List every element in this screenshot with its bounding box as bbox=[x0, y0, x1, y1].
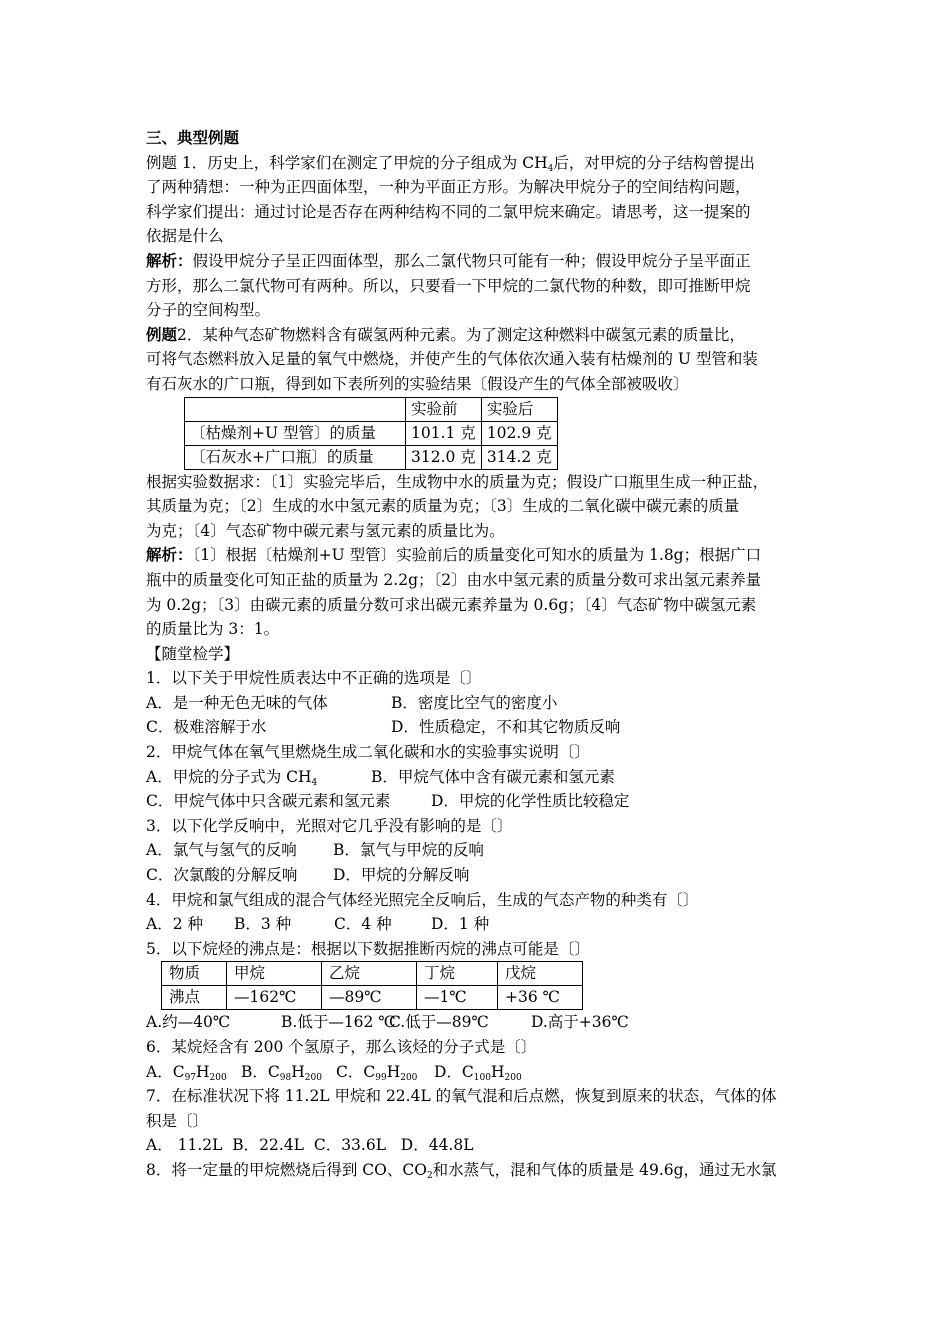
table-cell: 戊烷 bbox=[498, 962, 583, 986]
table-cell: 101.1 克 bbox=[406, 421, 482, 445]
practice6-question: 6．某烷烃含有 200 个氢原子，那么该烃的分子式是〔〕 bbox=[146, 1038, 537, 1056]
analysis1-line2: 方形，那么二氯代物可有两种。所以，只要看一下甲烷的二氯代物的种数，即可推断甲烷 bbox=[146, 276, 751, 295]
example1-line1: 例题 1．历史上，科学家们在测定了甲烷的分子组成为 $CH_4$后，对甲烷的分子结构曾提出 bbox=[146, 153, 755, 174]
practice2-question: 2．甲烷气体在氧气里燃烧生成二氧化碳和水的实验事实说明〔〕 bbox=[146, 743, 590, 762]
example2-line1: 例题2．某种气态矿物燃料含有碳氢两种元素。为了测定这种燃料中碳氢元素的质量比， bbox=[146, 324, 745, 344]
analysis2-line4: 的质量比为 3：1。 bbox=[146, 620, 280, 639]
example1-line4: 依据是什么 bbox=[146, 227, 224, 246]
practice-title: 【随堂检学】 bbox=[146, 644, 240, 663]
table-row bbox=[162, 986, 583, 1010]
practice7-line2: 积是〔〕 bbox=[146, 1111, 209, 1130]
option-d: D．$C_{100}H_{200}$ bbox=[434, 1062, 522, 1083]
analysis1-line1: 解析：假设甲烷分子呈正四面体型，那么二氯代物只可能有一种；假设甲烷分子呈平面正 bbox=[146, 250, 751, 270]
practice3-options-cd bbox=[146, 863, 816, 888]
option-a: A.约—40℃ bbox=[146, 1013, 231, 1032]
question2-line1: 根据实验数据求：〔1〕实验完毕后，生成物中水的质量为克；假设广口瓶里生成一种正盐， bbox=[146, 472, 769, 491]
table-cell: 102.9 克 bbox=[481, 421, 557, 445]
option-a: A．是一种无色无味的气体 bbox=[146, 693, 328, 712]
table-cell: 丁烷 bbox=[417, 962, 498, 986]
practice3-options-ab bbox=[146, 838, 816, 863]
option-c: C.低于—89℃ bbox=[389, 1013, 489, 1032]
table-cell: 〔石灰水+广口瓶〕的质量 bbox=[185, 445, 406, 469]
table-row bbox=[162, 962, 583, 986]
table-cell: —1℃ bbox=[417, 986, 498, 1010]
option-a: A．$C_{97}H_{200}$ bbox=[146, 1062, 227, 1083]
option-b: B．密度比空气的密度小 bbox=[391, 693, 558, 712]
practice8-line1: 8．将一定量的甲烷燃烧后得到 CO、$CO_2$和水蒸气，混和气体的质量是 49.6g，通过无水氯 bbox=[146, 1160, 777, 1181]
analysis2-line2: 瓶中的质量变化可知正盐的质量为 2.2g；〔2〕由水中氢元素的质量分数可求出氢元素养量 bbox=[146, 570, 762, 589]
table-row bbox=[185, 421, 558, 445]
option-c: C．甲烷气体中只含碳元素和氢元素 bbox=[146, 792, 391, 811]
option-d: D．甲烷的化学性质比较稳定 bbox=[431, 792, 630, 811]
question2-line3: 为克；〔4〕气态矿物中碳元素与氢元素的质量比为。 bbox=[146, 521, 505, 540]
option-a: A．2 种 bbox=[146, 915, 203, 934]
table-cell: 实验后 bbox=[481, 397, 557, 421]
practice3-question: 3．以下化学反响中，光照对它几乎没有影响的是〔〕 bbox=[146, 816, 513, 835]
option-b: B．3 种 bbox=[234, 915, 292, 934]
option-c: C．4 种 bbox=[334, 915, 392, 934]
example2-line3: 有石灰水的广口瓶，得到如下表所列的实验结果〔假设产生的气体全部被吸收〕 bbox=[146, 374, 689, 393]
option-d: D．甲烷的分解反响 bbox=[333, 866, 470, 885]
practice2-options-ab bbox=[146, 765, 816, 790]
document-page bbox=[146, 126, 816, 1183]
table-row bbox=[185, 397, 558, 421]
table-cell: —162℃ bbox=[227, 986, 322, 1010]
table-cell: 314.2 克 bbox=[481, 445, 557, 469]
practice7-line1: 7．在标准状况下将 11.2L 甲烷和 22.4L 的氧气混和后点燃，恢复到原来的状态，气体的体 bbox=[146, 1087, 777, 1106]
option-a: A．氯气与氢气的反响 bbox=[146, 841, 297, 860]
option-d: D．1 种 bbox=[431, 915, 490, 934]
question2-line2: 其质量为克；〔2〕生成的水中氢元素的质量为克；〔3〕生成的二氧化碳中碳元素的质量 bbox=[146, 497, 740, 516]
table-cell: +36 ℃ bbox=[498, 986, 583, 1010]
analysis1-line3: 分子的空间构型。 bbox=[146, 301, 271, 320]
option-b: B.低于—162 ℃ bbox=[281, 1013, 396, 1032]
table-cell: 312.0 克 bbox=[406, 445, 482, 469]
table-cell: 甲烷 bbox=[227, 962, 322, 986]
analysis2-line1: 解析：〔1〕根据〔枯燥剂+U 型管〕实验前后的质量变化可知水的质量为 1.8g；根据广口 bbox=[146, 545, 762, 565]
option-c: C．次氯酸的分解反响 bbox=[146, 866, 298, 885]
boiling-point-table bbox=[161, 961, 583, 1010]
option-a: A．甲烷的分子式为 $CH_4$ bbox=[146, 767, 318, 788]
option-d: D.高于+36℃ bbox=[531, 1013, 629, 1032]
option-d: D．性质稳定，不和其它物质反响 bbox=[391, 718, 621, 737]
example1-line3: 科学家们提出：通过讨论是否存在两种结构不同的二氯甲烷来确定。请思考，这一提案的 bbox=[146, 202, 751, 221]
practice6-options bbox=[146, 1060, 816, 1085]
table-cell: —89℃ bbox=[322, 986, 417, 1010]
example1-line2: 了两种猜想：一种为正四面体型，一种为平面正方形。为解决甲烷分子的空间结构问题， bbox=[146, 178, 751, 197]
option-b: B．$C_{98}H_{200}$ bbox=[241, 1062, 322, 1083]
table-cell: 沸点 bbox=[162, 986, 227, 1010]
practice1-question: 1．以下关于甲烷性质表达中不正确的选项是〔〕 bbox=[146, 669, 482, 688]
table-cell: 物质 bbox=[162, 962, 227, 986]
experiment-table bbox=[184, 397, 558, 470]
practice5-options bbox=[146, 1010, 816, 1035]
practice4-question: 4．甲烷和氯气组成的混合气体经光照完全反响后，生成的气态产物的种类有〔〕 bbox=[146, 890, 699, 909]
practice1-options-ab bbox=[146, 691, 816, 716]
analysis2-line3: 为 0.2g；〔3〕由碳元素的质量分数可求出碳元素养量为 0.6g；〔4〕气态矿物中碳氢元素 bbox=[146, 595, 757, 614]
option-c: C．极难溶解于水 bbox=[146, 718, 267, 737]
practice2-options-cd bbox=[146, 789, 816, 814]
option-c: C．$C_{99}H_{200}$ bbox=[336, 1062, 418, 1083]
table-cell: 实验前 bbox=[406, 397, 482, 421]
option-b: B．甲烷气体中含有碳元素和氢元素 bbox=[371, 767, 615, 786]
table-cell: 乙烷 bbox=[322, 962, 417, 986]
table-row bbox=[185, 445, 558, 469]
option-b: B．氯气与甲烷的反响 bbox=[333, 841, 484, 860]
section-title: 三、典型例题 bbox=[146, 128, 240, 147]
practice7-options: A． 11.2L B．22.4L C．33.6L D．44.8L bbox=[146, 1136, 474, 1155]
practice5-question: 5．以下烷烃的沸点是：根据以下数据推断丙烷的沸点可能是〔〕 bbox=[146, 939, 590, 958]
practice4-options bbox=[146, 912, 816, 937]
example2-line2: 可将气态燃料放入足量的氧气中燃烧，并使产生的气体依次通入装有枯燥剂的 U 型管和装 bbox=[146, 350, 758, 369]
practice1-options-cd bbox=[146, 715, 816, 740]
table-cell bbox=[185, 397, 406, 421]
table-cell: 〔枯燥剂+U 型管〕的质量 bbox=[185, 421, 406, 445]
